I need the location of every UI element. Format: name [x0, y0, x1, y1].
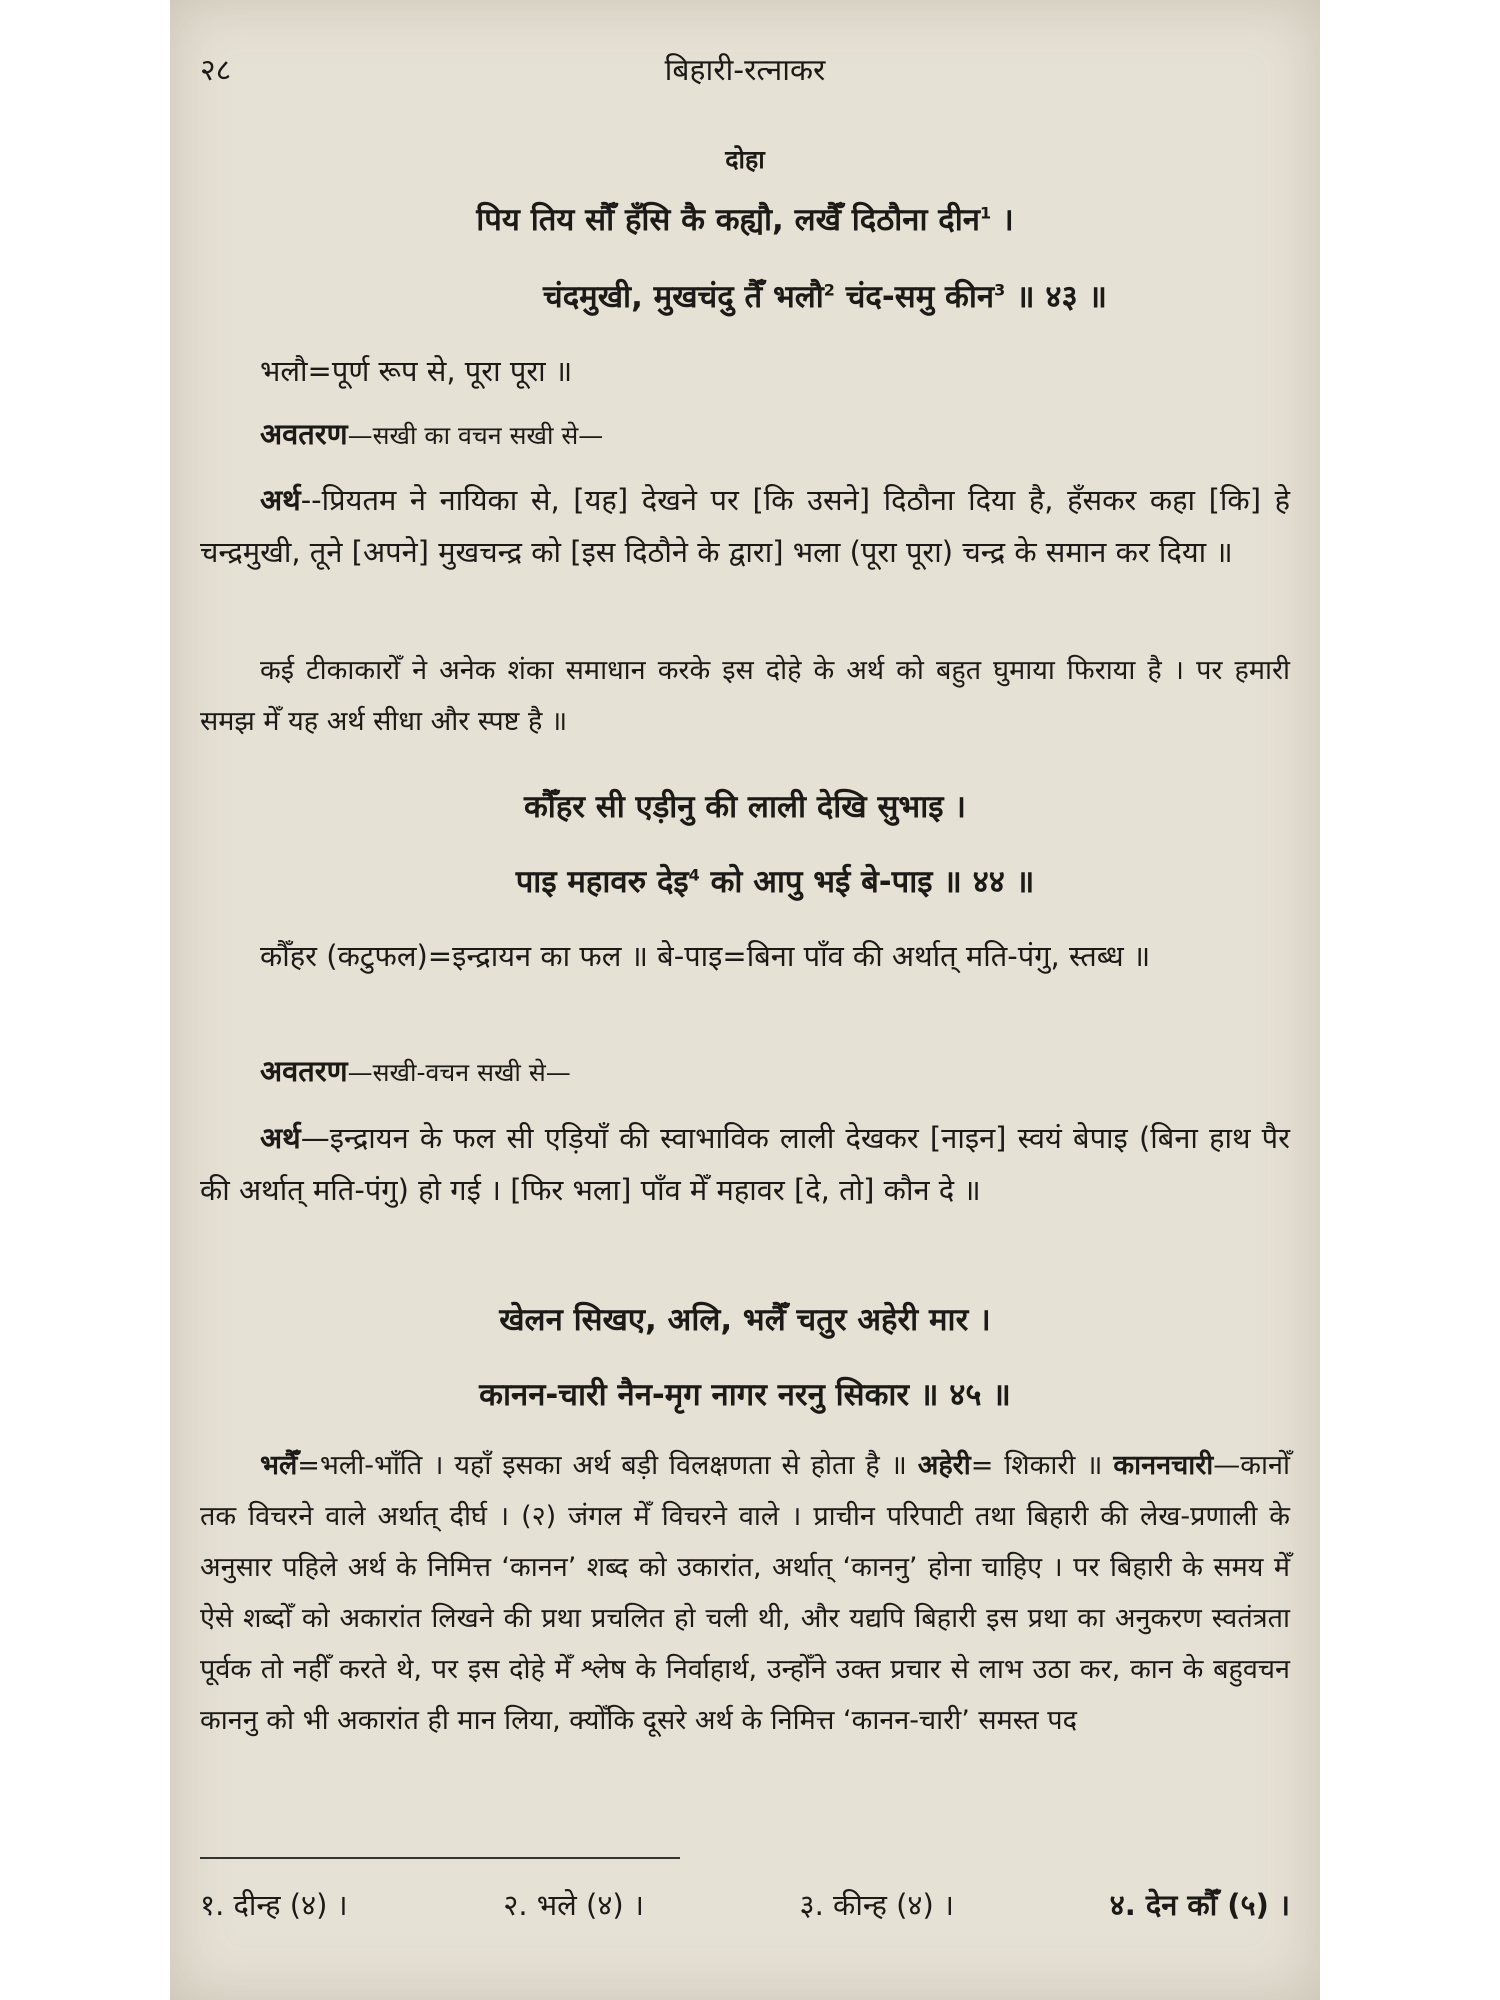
footnote-2: २. भले (४) ।: [503, 1888, 644, 1922]
gloss-term-aheri: अहेरी: [917, 1450, 971, 1481]
running-title: बिहारी-रत्नाकर: [664, 53, 826, 88]
doha-44-gloss: कौँहर (कटुफल)=इन्द्रायन का फल ॥ बे-पाइ=बिना पाँव की अर्थात् मति-पंगु, स्तब्ध ॥: [260, 939, 1151, 973]
footnote-rule: [200, 1857, 680, 1859]
artha-label: अर्थ: [260, 483, 301, 517]
gloss-term-kananchari: काननचारी: [1113, 1450, 1214, 1481]
artha-label: अर्थ: [260, 1121, 301, 1155]
gloss-part-3: —कानोँ तक विचरने वाले अर्थात् दीर्घ । (२) जंगल मेँ विचरने वाले । प्राचीन परिपाटी तथा बिहारी की लेख-प्रणाली के अनुसार पहिले अर्थ के निमित्त ‘कानन’ शब्द को उकारांत, अर्थात् ‘काननु’ होना चाहिए । पर बिहारी के समय मेँ ऐसे शब्दोँ को अकारांत लिखने की प्रथा प्रचलित हो चली थी, और यद्यपि बिहारी इस प्रथा का अनुकरण स्वतंत्रता पूर्वक तो नहीँ करते थे, पर इस दोहे मेँ श्लेष के निर्वाहार्थ, उन्होँने उक्त प्रचार से लाभ उठा कर, कान के बहुवचन काननु को भी अकारांत ही मान लिया, क्योँकि दूसरे अर्थ के निमित्त ‘कानन-चारी’ समस्त पद: [200, 1450, 1290, 1736]
gloss-term-bhalain: भलैँ: [260, 1450, 298, 1481]
avataran-text: —सखी का वचन सखी से—: [347, 421, 604, 450]
doha-44-artha: [200, 1112, 1290, 1216]
footnote-ref-1: 1: [980, 203, 992, 223]
doha-43-line-1-end: ।: [1001, 202, 1014, 238]
doha-44-line-2: [200, 860, 1290, 902]
doha-45-gloss: [200, 1440, 1290, 1746]
footnote-1: १. दीन्ह (४) ।: [200, 1888, 348, 1922]
artha-text: —इन्द्रायन के फल सी एड़ियाँ की स्वाभाविक लाली देखकर [नाइन] स्वयं बेपाइ (बिना हाथ पैर की अर्थात् मति-पंगु) हो गई । [फिर भला] पाँव मेँ महावर [दे, तो] कौन दे ॥: [200, 1121, 1290, 1207]
doha-44-line-2-a: पाइ महावरु देइ: [515, 864, 689, 900]
doha-43-commentary: कई टीकाकारोँ ने अनेक शंका समाधान करके इस दोहे के अर्थ को बहुत घुमाया फिराया है । पर हमारी समझ मेँ यह अर्थ सीधा और स्पष्ट है ॥: [200, 655, 1290, 737]
doha-44-avataran: [200, 1045, 1290, 1099]
footnote-ref-2: 2: [823, 280, 835, 300]
footnote-4: ४. देन कौँ (५) ।: [1109, 1888, 1290, 1922]
doha-43-gloss: भलौ=पूर्ण रूप से, पूरा पूरा ॥: [260, 354, 573, 388]
page-number: २८: [200, 53, 232, 88]
section-heading: दोहा: [725, 145, 765, 174]
doha-44-line-1: कौँहर सी एड़ीनु की लाली देखि सुभाइ ।: [524, 789, 966, 825]
footnote-3: ३. कीन्ह (४) ।: [799, 1888, 955, 1922]
footnote-ref-3: 3: [994, 280, 1006, 300]
doha-43-line-2-b: चंद-समु कीन: [834, 279, 995, 315]
doha-44-line-2-b: को आपु भई बे-पाइ ॥ ४४ ॥: [699, 864, 1035, 900]
doha-43-line-2: [200, 275, 1290, 317]
doha-45-line-1: खेलन सिखए, अलि, भलैँ चतुर अहेरी मार ।: [499, 1302, 991, 1338]
doha-43-artha: [200, 474, 1290, 578]
avataran-label: अवतरण: [260, 1054, 348, 1088]
doha-43-avataran: [200, 408, 1290, 462]
footnote-ref-4: 4: [688, 865, 700, 885]
gloss-part-1: =भली-भाँति । यहाँ इसका अर्थ बड़ी विलक्षणता से होता है ॥: [297, 1450, 918, 1481]
doha-43-line-1-text: पिय तिय सौँ हँसि कै कह्यौ, लखैँ दिठौना दीन: [476, 202, 981, 238]
doha-43-line-2-end: ॥ ४३ ॥: [1005, 279, 1107, 315]
gloss-part-2: = शिकारी ॥: [970, 1450, 1114, 1481]
doha-43-line-2-a: चंदमुखी, मुखचंदु तैँ भलौ: [543, 279, 824, 315]
avataran-text: —सखी-वचन सखी से—: [347, 1058, 571, 1087]
doha-43-line-1: [200, 198, 1290, 240]
avataran-label: अवतरण: [260, 417, 348, 451]
artha-text: --प्रियतम ने नायिका से, [यह] देखने पर [कि उसने] दिठौना दिया है, हँसकर कहा [कि] हे चन्द्रमुखी, तूने [अपने] मुखचन्द्र को [इस दिठौने के द्वारा] भला (पूरा पूरा) चन्द्र के समान कर दिया ॥: [200, 483, 1290, 569]
book-page: [170, 0, 1320, 2000]
page-header: [200, 40, 1290, 100]
doha-45-line-2: कानन-चारी नैन-मृग नागर नरनु सिकार ॥ ४५ ॥: [479, 1377, 1011, 1413]
footnotes: [200, 1885, 1290, 1924]
